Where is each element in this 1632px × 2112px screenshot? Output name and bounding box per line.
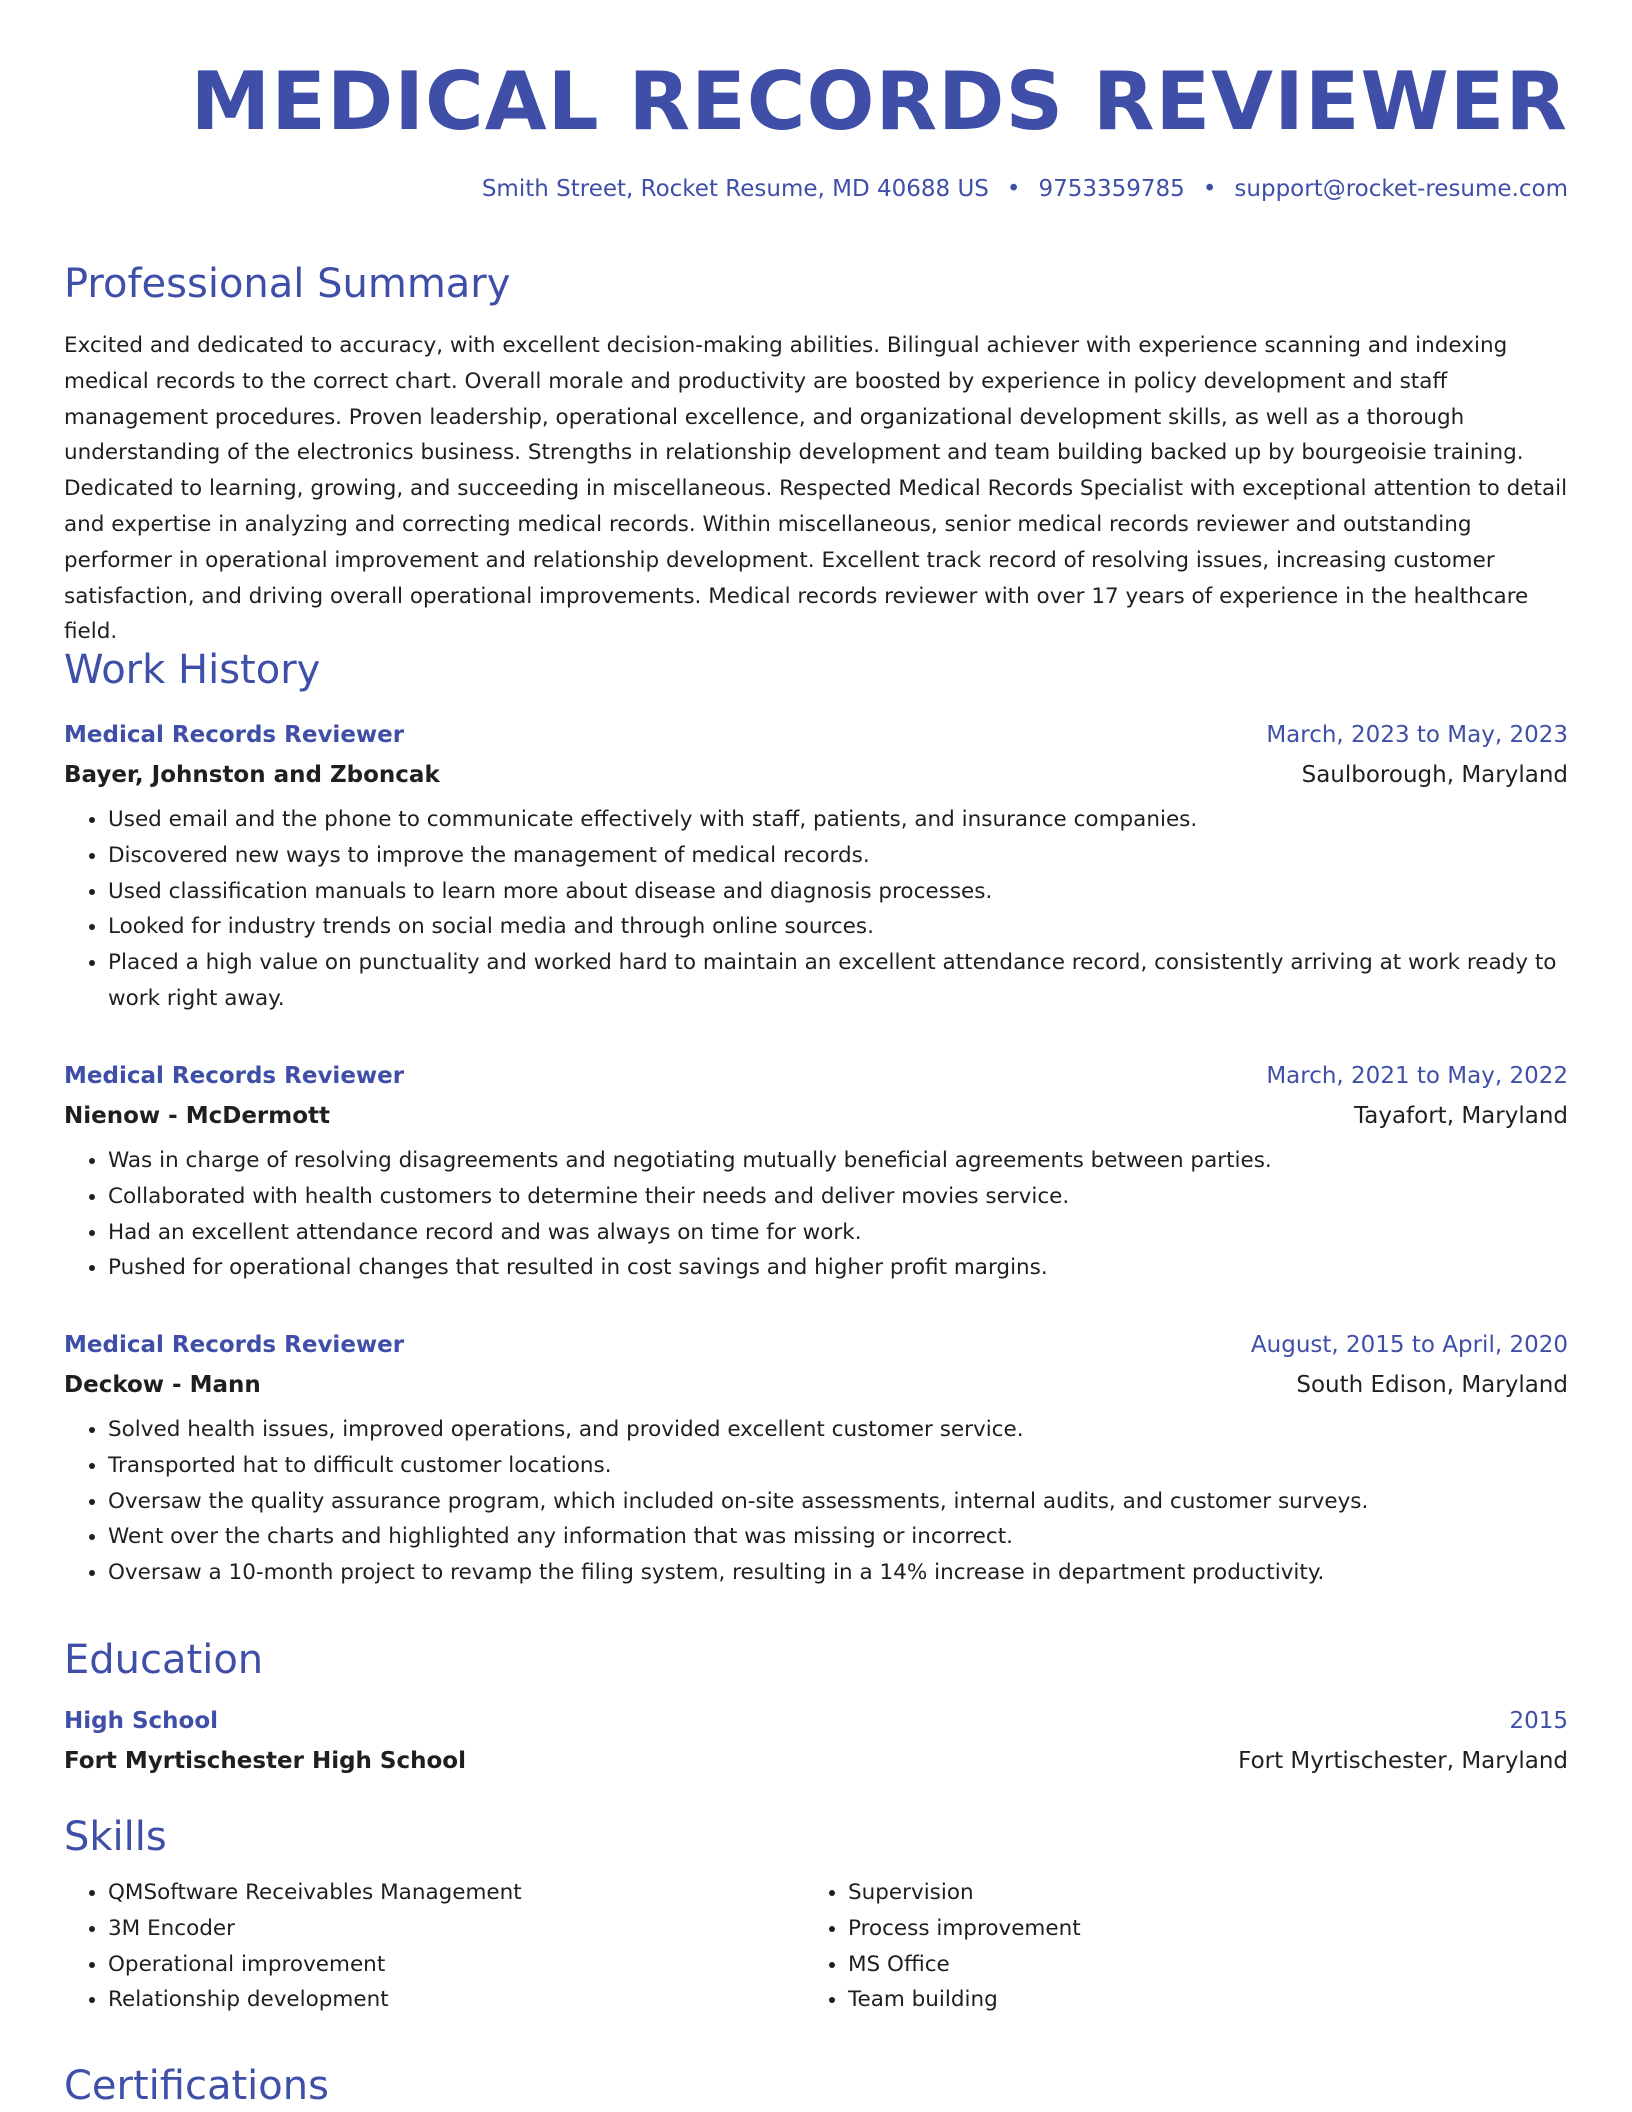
job-bullets [64, 1412, 1568, 1591]
job-title: Medical Records Reviewer [64, 1063, 405, 1089]
section-title-education: Education [64, 1637, 264, 1683]
list-item: • Was in charge of resolving disagreements and negotiating mutually beneficial agreements between parties. [108, 1143, 1568, 1179]
section-title-skills: Skills [64, 1814, 167, 1860]
list-item: • Solved health issues, improved operations, and provided excellent customer service. [108, 1412, 1568, 1448]
skills-column-2 [804, 1875, 1081, 2018]
job-title: Medical Records Reviewer [64, 1332, 405, 1358]
skills-column-1 [64, 1875, 804, 2018]
list-item: • Relationship development [108, 1982, 804, 2018]
list-item: • Collaborated with health customers to determine their needs and deliver movies service. [108, 1179, 1568, 1215]
education-degree: High School [64, 1708, 219, 1734]
list-item: • Looked for industry trends on social media and through online sources. [108, 909, 1568, 945]
job-entry [64, 1063, 1568, 1286]
list-item: • Team building [848, 1982, 1081, 2018]
job-company: Nienow - McDermott [64, 1103, 331, 1129]
skills-section [64, 1814, 1568, 2018]
list-item: • Operational improvement [108, 1947, 804, 1983]
job-location: South Edison, Maryland [1296, 1372, 1568, 1398]
skills-list [64, 1875, 1568, 2018]
job-entry [64, 722, 1568, 1017]
contact-line [64, 176, 1568, 206]
education-location: Fort Myrtischester, Maryland [1238, 1748, 1568, 1774]
job-location: Saulborough, Maryland [1301, 762, 1568, 788]
contact-phone: 9753359785 [1038, 176, 1185, 202]
list-item: • Supervision [848, 1875, 1081, 1911]
list-item: • Transported hat to difficult customer locations. [108, 1448, 1568, 1484]
job-bullets [64, 1143, 1568, 1286]
list-item: • Oversaw the quality assurance program, which included on-site assessments, internal audits, and customer surveys. [108, 1484, 1568, 1520]
resume-name: MEDICAL RECORDS REVIEWER [190, 55, 1568, 148]
work-section [64, 647, 1568, 693]
list-item: • Pushed for operational changes that resulted in cost savings and higher profit margins. [108, 1250, 1568, 1286]
job-location: Tayafort, Maryland [1354, 1103, 1568, 1129]
section-title-summary: Professional Summary [64, 261, 511, 307]
contact-separator: • [1006, 176, 1021, 202]
summary-text: Excited and dedicated to accuracy, with excellent decision-making abilities. Bilingual achiever with experience scanning and indexing medical records to the correct chart. Overall morale and productivity are boosted by experience in policy development and staff management procedures. Proven leadership, operational excellence, and organizational development skills, as well as a thorough understanding of the electronics business. Strengths in relationship development and team building backed up by bourgeoisie training. Dedicated to learning, growing, and succeeding in miscellaneous. Respected Medical Records Specialist with exceptional attention to detail and expertise in analyzing and correcting medical records. Within miscellaneous, senior medical records reviewer and outstanding performer in operational improvement and relationship development. Excellent track record of resolving issues, increasing customer satisfaction, and driving overall operational improvements. Medical records reviewer with over 17 years of experience in the healthcare field. [64, 333, 1568, 645]
list-item: • Oversaw a 10-month project to revamp the filing system, resulting in a 14% increase in department productivity. [108, 1555, 1568, 1591]
education-school: Fort Myrtischester High School [64, 1748, 466, 1774]
list-item: • Placed a high value on punctuality and worked hard to maintain an excellent attendance record, consistently arriving at work ready to work right away. [108, 945, 1568, 1017]
job-dates: August, 2015 to April, 2020 [1250, 1332, 1568, 1358]
list-item: • Used classification manuals to learn more about disease and diagnosis processes. [108, 874, 1568, 910]
education-year: 2015 [1509, 1708, 1568, 1734]
contact-email[interactable]: support@rocket-resume.com [1234, 176, 1568, 202]
summary-section [64, 261, 1568, 650]
education-entry [64, 1708, 1568, 1774]
job-company: Deckow - Mann [64, 1372, 261, 1398]
education-section [64, 1637, 1568, 1683]
certifications-section [64, 2063, 1568, 2109]
list-item: • MS Office [848, 1947, 1081, 1983]
job-bullets [64, 802, 1568, 1017]
list-item: • QMSoftware Receivables Management [108, 1875, 804, 1911]
contact-separator: • [1202, 176, 1217, 202]
job-title: Medical Records Reviewer [64, 722, 405, 748]
section-title-certifications: Certifications [64, 2063, 329, 2109]
list-item: • Went over the charts and highlighted any information that was missing or incorrect. [108, 1519, 1568, 1555]
list-item: • Discovered new ways to improve the management of medical records. [108, 838, 1568, 874]
section-title-work: Work History [64, 647, 321, 693]
list-item: • Used email and the phone to communicate effectively with staff, patients, and insurance companies. [108, 802, 1568, 838]
list-item: • Had an excellent attendance record and was always on time for work. [108, 1215, 1568, 1251]
job-dates: March, 2023 to May, 2023 [1266, 722, 1568, 748]
contact-address: Smith Street, Rocket Resume, MD 40688 US [481, 176, 989, 202]
list-item: • Process improvement [848, 1911, 1081, 1947]
job-entry [64, 1332, 1568, 1591]
job-company: Bayer, Johnston and Zboncak [64, 762, 440, 788]
job-dates: March, 2021 to May, 2022 [1266, 1063, 1568, 1089]
list-item: • 3M Encoder [108, 1911, 804, 1947]
